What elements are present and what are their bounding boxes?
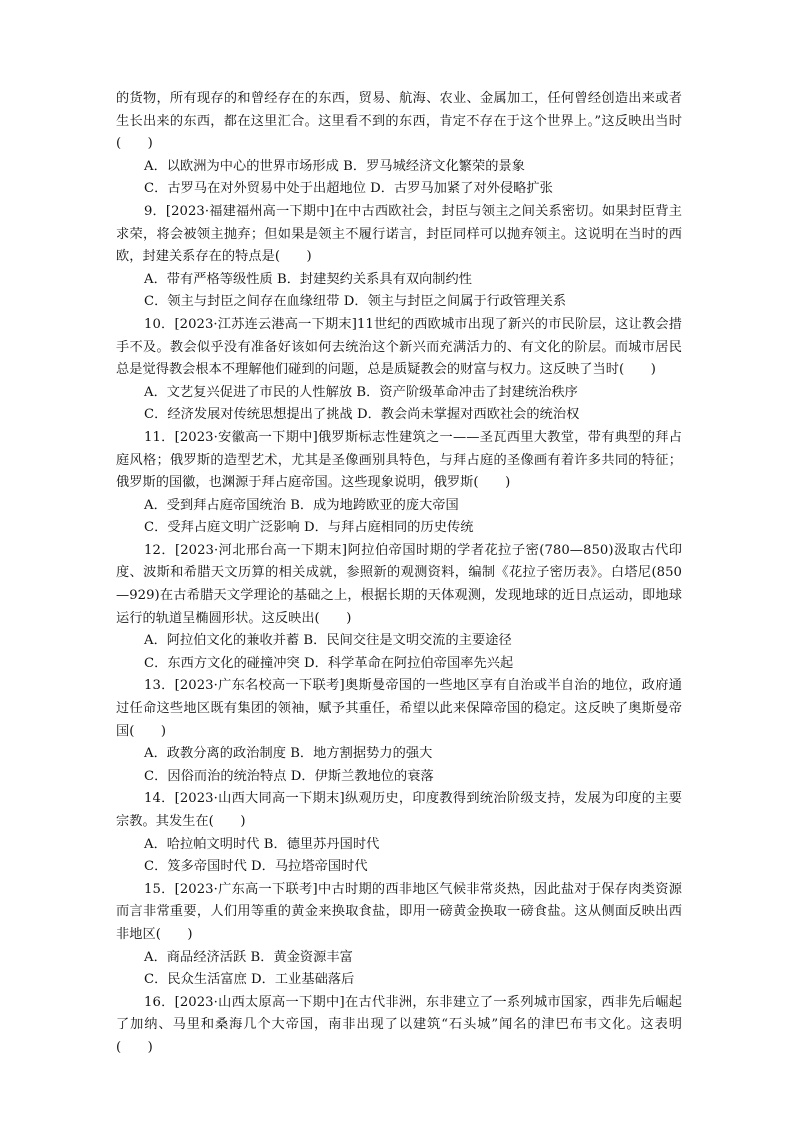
question-9-options-ab: A．带有严格等级性质 B．封建契约关系具有双向制约性 — [144, 271, 473, 287]
document-page — [116, 88, 682, 1060]
question-15-options-ab: A．商品经济活跃 B．黄金资源丰富 — [144, 949, 353, 965]
question-8-options-ab: A．以欧洲为中心的世界市场形成 B．罗马城经济文化繁荣的景象 — [144, 158, 525, 174]
question-15-options-cd: C．民众生活富庶 D．工业基础落后 — [144, 972, 355, 988]
question-8-options-cd: C．古罗马在对外贸易中处于出超地位 D．古罗马加紧了对外侵略扩张 — [144, 181, 553, 197]
question-12-stem: 12．[2023·河北邢台高一下期末]阿拉伯帝国时期的学者花拉子密(780—850)汲取古代印度、波斯和希腊天文历算的相关成就，参照新的观测资料，编制《花拉子密历表》。白塔尼(850—929)在古希腊天文学理论的基础之上，根据长期的天体观测，发现地球的近日点运动，即地球运行的轨道呈椭圆形状。这反映出( ) — [116, 542, 682, 626]
question-10-options-ab: A．文艺复兴促进了市民的人性解放 B．资产阶级革命冲击了封建统治秩序 — [144, 384, 578, 400]
question-12-options-cd: C．东西方文化的碰撞冲突 D．科学革命在阿拉伯帝国率先兴起 — [144, 655, 514, 671]
question-13-options-ab: A．政教分离的政治制度 B．地方割据势力的强大 — [144, 746, 433, 762]
question-12-options-ab: A．阿拉伯文化的兼收并蓄 B．民间交往是文明交流的主要途径 — [144, 633, 512, 649]
question-16-stem: 16．[2023·山西太原高一下期中]在古代非洲，东非建立了一系列城市国家，西非先后崛起了加纳、马里和桑海几个大帝国，南非出现了以建筑“石头城”闻名的津巴布韦文化。这表明( ) — [116, 994, 682, 1055]
question-11-stem: 11．[2023·安徽高一下期中]俄罗斯标志性建筑之一——圣瓦西里大教堂，带有典型的拜占庭风格；俄罗斯的造型艺术，尤其是圣像画别具特色，与拜占庭的圣像画有着许多共同的特征；俄罗斯的国徽，也渊源于拜占庭帝国。这些现象说明，俄罗斯( ) — [116, 429, 682, 491]
question-11-options-cd: C．受拜占庭文明广泛影响 D．与拜占庭相同的历史传统 — [144, 520, 474, 536]
question-14-options-ab: A．哈拉帕文明时代 B．德里苏丹国时代 — [144, 836, 380, 852]
question-13-options-cd: C．因俗而治的统治特点 D．伊斯兰教地位的衰落 — [144, 768, 434, 784]
question-11-options-ab: A．受到拜占庭帝国统治 B．成为地跨欧亚的庞大帝国 — [144, 497, 459, 513]
question-9-stem: 9．[2023·福建福州高一下期中]在中古西欧社会，封臣与领主之间关系密切。如果封臣背主求荣，将会被领主抛弃；但如果是领主不履行诺言，封臣同样可以抛弃领主。这说明在当时的西欧，封建关系存在的特点是( ) — [116, 203, 682, 265]
question-13-stem: 13．[2023·广东名校高一下联考]奥斯曼帝国的一些地区享有自治或半自治的地位，政府通过任命这些地区既有集团的领袖，赋予其重任，希望以此来保障帝国的稳定。这反映了奥斯曼帝国( ) — [116, 678, 682, 739]
question-9-options-cd: C．领主与封臣之间存在血缘纽带 D．领主与封臣之间属于行政管理关系 — [144, 294, 567, 310]
question-8-stem-continuation: 的货物，所有现存的和曾经存在的东西，贸易、航海、农业、金属加工，任何曾经创造出来或者生长出来的东西，都在这里汇合。这里看不到的东西，肯定不存在于这个世界上。”这反映出当时( ) — [116, 91, 682, 152]
question-14-stem: 14．[2023·山西大同高一下期末]纵观历史，印度教得到统治阶级支持，发展为印度的主要宗教。其发生在( ) — [116, 791, 682, 829]
question-10-stem: 10．[2023·江苏连云港高一下期末]11世纪的西欧城市出现了新兴的市民阶层，这让教会措手不及。教会似乎没有准备好该如何去统治这个新兴而充满活力的、有文化的阶层。而城市居民总是觉得教会根本不理解他们碰到的问题，总是质疑教会的财富与权力。这反映了当时( ) — [116, 316, 682, 378]
question-15-stem: 15．[2023·广东高一下联考]中古时期的西非地区气候非常炎热，因此盐对于保存肉类资源而言非常重要，人们用等重的黄金来换取食盐，即用一磅黄金换取一磅食盐。这从侧面反映出西非地区( ) — [116, 881, 682, 942]
question-14-options-cd: C．笈多帝国时代 D．马拉塔帝国时代 — [144, 859, 368, 875]
question-10-options-cd: C．经济发展对传统思想提出了挑战 D．教会尚未掌握对西欧社会的统治权 — [144, 407, 580, 423]
